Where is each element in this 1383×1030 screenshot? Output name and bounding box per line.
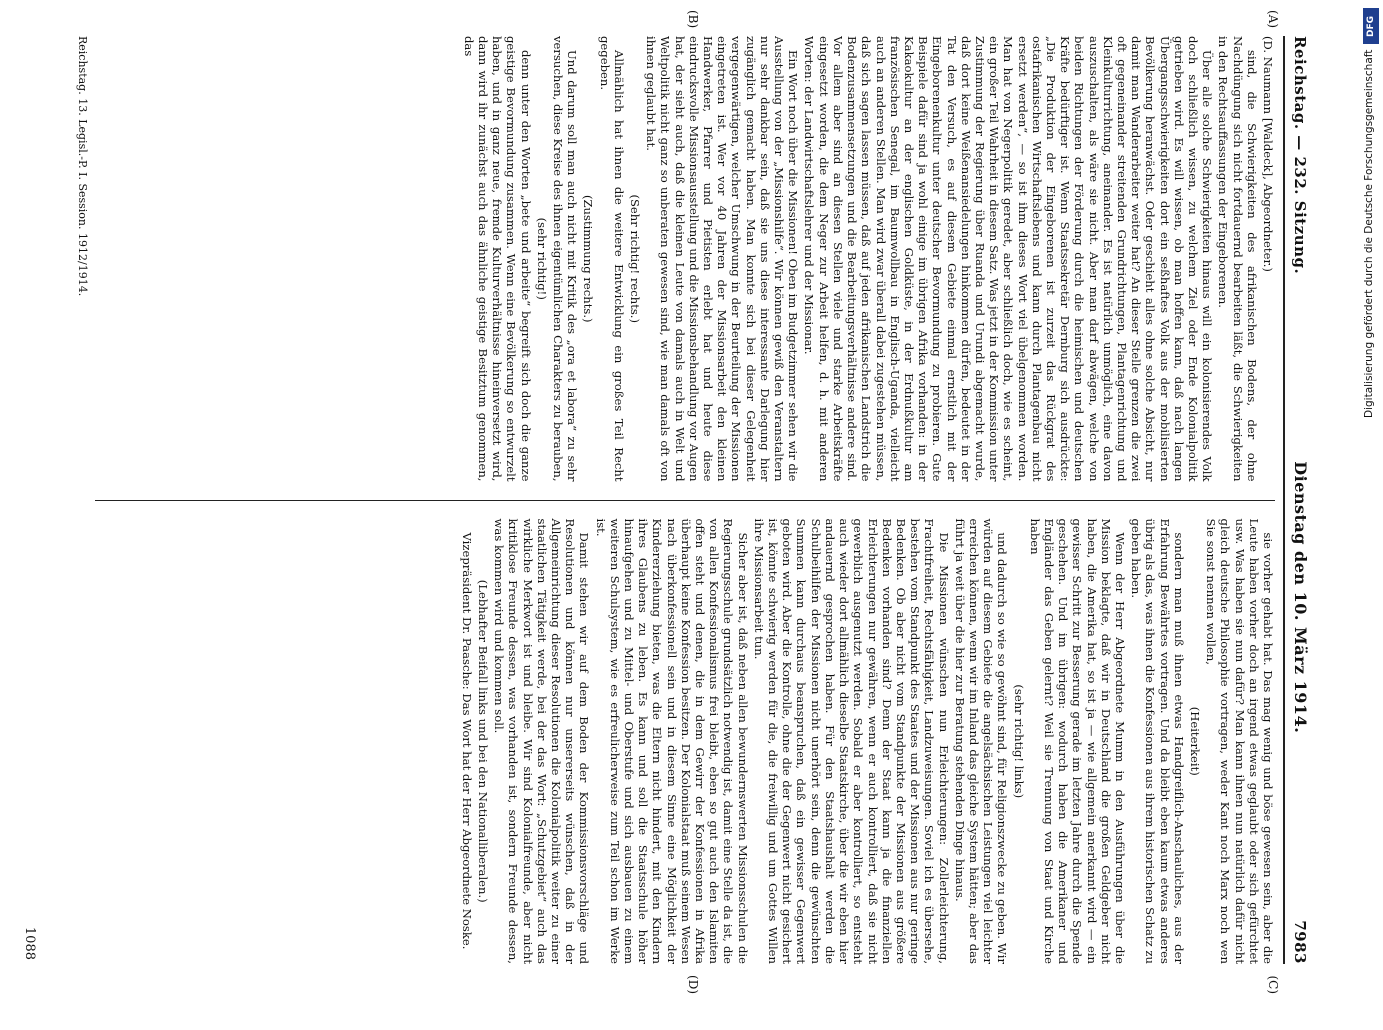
col1-paragraph: (sehr richtig!) — [534, 217, 549, 300]
col2-paragraph: (sehr richtig! links) — [1011, 684, 1026, 799]
column-left — [95, 36, 1275, 482]
col1-paragraph: sind, die Schwierigkeiten des afrikanischen Bodens, der ohne Nachdüngung sich nicht fortdauernd bearbeiten läßt, die Schwierigkeiten in den Rechtsauffassungen der Eingeborenen. — [1216, 36, 1259, 482]
col2-paragraph: (Heiterkeit) — [1187, 706, 1202, 776]
footer-page-number: 1088 — [22, 926, 37, 960]
col1-paragraph: Und darum soll man auch nicht mit Kritik des „ora et labora“ zu sehr versuchen, diese Kreise des ihnen eigentümlichen Charakters zu berauben, — [551, 36, 580, 482]
dfg-logo-text: DFG — [1366, 15, 1376, 37]
margin-marker-d: (D) — [686, 975, 700, 994]
col1-paragraph: Allmählich hat ihnen die weitere Entwicklung ein großes Teil Recht gegeben. — [597, 36, 626, 482]
rotated-document-page — [20, 0, 1340, 1000]
speaker-note: (D. Naumann [Waldeck], Abgeordneter.) — [1261, 36, 1275, 272]
col2-paragraph: sondern man muß ihnen etwas Handgreiflich-Anschauliches, aus der Erfahrung Bewährtes vortragen. Und da bleibt eben kaum etwas anderes übrig als das, was ihnen die Konfessionen aus ihrem historischen Schatz zu geben haben. — [1129, 518, 1186, 964]
col1-paragraph: denn unter den Worten „bete und arbeite“ begreift sich doch die ganze geistige Bevormundung zusammen. Wenn eine Bevölkerung so entwurzelt haben, und in ganz neue, fremde Kulturverhältnisse hineinversetzt wird, dann wird ihr zunächst auch das ähnliche geistige Besitztum genommen, das — [461, 36, 533, 482]
col2-paragraph: sie vorher gehabt hat. Das mag wenig und böse gewesen sein, aber die Leute haben vorher doch an irgend etwas geglaubt oder sich gefürchtet usw. Was haben sie nun dafür? Man kann ihnen nun natürlich dafür nicht gleich deutsche Philosophie vortragen, weder Kant noch Marx noch wen Sie sonst nennen wollen, — [1204, 518, 1275, 964]
header-date: Dienstag den 10. März 1914. — [1291, 461, 1310, 734]
header-page-number: 7983 — [1291, 920, 1309, 964]
footer-session-info: Reichstag. 13. Legisl.-P. I. Session. 1912/1914. — [76, 36, 89, 297]
col2-paragraph: Die Missionen wünschen nun Erleichterungen: Zollerleichterung, Frachtfreiheit, Rechtsfähigkeit, Landzuweisungen. Soviel ich es übersehe, bestehen vom Standpunkt des Staates und der Missionen aus nur geringe Bedenken. Ob aber nicht vom Standpunkte der Missionen aus größere Bedenken vorhanden sind? Denn der Staat kann ja die finanziellen Erleichterungen nur gewähren, wenn er auch kontrolliert, daß sie nicht gewerblich ausgenutzt werden. Sobald er aber kontrolliert, so entsteht auch wieder dort allmählich dieselbe Staatskirche, über die wir eben hier andauernd gesprochen haben. Für den Staatshaushalt werden die Schulbeihilfen der Missionen nicht unerhört sein, denn die gewünschten Summen kann durchaus beanspruchen, daß ein gewisser Gegenwert geboten wird. Aber die Kontrolle, ohne die der Gegenwert nicht gesichert ist, könnte schwierig werden für die, die freiwillig und um Gottes Willen ihre Missionsarbeit tun. — [751, 518, 951, 964]
margin-marker-a: (A) — [1266, 10, 1280, 29]
col1-paragraph: Ein Wort noch über die Missionen! Oben im Budgetzimmer sehen wir die Ausstellung von der „Missionshilfe“. Wir können gewiß den Veranstaltern nur sehr dankbar sein, daß sie uns diese interessante Darlegung hier zugänglich gemacht haben. Man konnte sich bei dieser Gelegenheit vergegenwärtigen, welcher Umschwung in der Beurteilung der Missionen eingetreten ist. Wer vor 40 Jahren der Missionsarbeit den kleinen Handwerker, Pfarrer und Pietisten erlebt hat und heute diese eindrucksvolle Missionsausstellung und die Missionsbehandlung vor Augen hat, der sieht auch, daß die kleinen Leute von damals auch in Welt und Weltpolitik nicht ganz so unberaten gewesen sind, wie man damals oft von ihnen geglaubt hat. — [644, 36, 801, 482]
col2-paragraph: Damit stehen wir auf dem Boden der Kommissionsvorschläge und Resolutionen und können nur unsererseits wünschen, daß in der Allgemeinrichtung dieser Resolutionen die Kolonialpolitik weiter zu einer staatlichen Tätigkeit werde, bei der das Wort: „Schutzgebiet“ auch das wirkliche Merkwort ist und bleibe. Wir sind Kolonialfreunde, aber nicht kritiklose Freunde dessen, was vorhanden ist, sondern Freunde dessen, was kommen wird und kommen soll. — [492, 518, 592, 964]
margin-marker-b: (B) — [686, 10, 700, 29]
col2-paragraph: Vizepräsident Dr. Paasche: Das Wort hat der Herr Abgeordnete Noske. — [459, 532, 474, 950]
col2-paragraph: Wenn der Herr Abgeordnete Mumm in den Ausführungen über die Mission beklagte, daß wir in Deutschland die großen Geldgeber nicht haben, die Amerika hat, so ist ja — wie allgemein anerkannt wird — ein gewisser Schritt zur Besserung gerade im letzten Jahre durch die Spende geschehen. Und im übrigen: wodurch haben die Amerikaner und Engländer das Geben gelernt? Weil sie Trennung von Staat und Kirche haben — [1027, 518, 1127, 964]
col1-paragraph: Über alle solche Schwierigkeiten hinaus will ein kolonisierendes Volk doch schließlich wissen, zu welchem Ziel oder Ende Kolonialpolitik getrieben wird. Es will wissen, ob man hoffen kann, daß nach langen Übergangsschwierigkeiten dort ein seßhaftes Volk aus der mobilisierten Bevölkerung heranwächst. Oder geschieht alles ohne solche Absicht, nur damit man Wanderarbeiter weiter hat? An dieser Stelle grenzen die zwei oft gegeneinander streitenden Grundrichtungen, Plantagenrichtung und Kleinkulturrichtung, aneinander. Es ist natürlich unmöglich, eine davon auszuschalten, als wäre sie nicht. Aber man darf abwägen, welche von beiden Richtungen der Förderung durch die heimischen und deutschen Kräfte bedürftiger ist. Wenn Staatssekretär Dernburg sich ausdrückte: „Die Produktion der Eingeborenen ist zurzeit das Rückgrat des ostafrikanischen Wirtschaftslebens und kann durch Plantagenbau nicht ersetzt werden“, — so ist ihm dieses Wort viel übelgenommen worden. Man hat von Negerpolitik geredet, aber schließlich doch, wie es scheint, ein großer Teil Wahrheit in diesem Satz. Was jetzt in der Kommission unter Zustimmung der Regierung über Ruanda und Urundi abgemacht wurde, daß dort keine Weißenansiedelungen hinkommen dürfen, bedeutet in der Tat den Versuch, es auf diesem Gebiete einmal ernstlich mit der Eingeborenenkultur unter deutscher Bevormundung zu probieren. Gute Beispiele dafür sind ja wohl einige im übrigen Afrika vorhanden: in der Kakaokultur an der englischen Goldküste, in der Erdnußkultur am französischen Senegal, im Baumwollbau in Englisch-Uganda, vielleicht auch an anderen Stellen. Man wird zwar überall dabei zugestehen müssen, daß sich sagen lassen müssen, daß auf jeden afrikanischen Landstrich die Bodenzusammensetzungen und die Bearbeitungsverhältnisse andere sind. Vor allem aber sind an diesen Stellen viele und starke Arbeitskräfte eingesetzt worden, die dem Neger zur Arbeit helfen, d. h. mit anderen Worten: der Landwirtschaftslehrer und der Missionar. — [802, 36, 1215, 482]
column-right — [95, 500, 1275, 965]
page-header — [1283, 36, 1310, 964]
text-columns — [95, 36, 1275, 964]
col2-paragraph: (Lebhafter Beifall links und bei den Nationalliberalen.) — [476, 579, 491, 903]
dfg-logo — [1363, 8, 1379, 44]
col1-paragraph: (Zustimmung rechts.) — [581, 194, 596, 323]
header-left: Reichstag. — 232. Sitzung. — [1291, 36, 1309, 275]
col2-paragraph: Sicher aber ist, daß neben allen bewundernswerten Missionsschulen die Regierungsschule grundsätzlich notwendig ist, damit eine Stelle da ist, die von allen Konfessionalismus frei bleibt, eben so gut auch den Islamiten offen steht und denen, die in dem Gewirr der Konfessionen in Afrika überhaupt keine Konfession besitzen. Der Kolonialstaat muß seinem Wesen nach überkonfessionell sein und in diesem Sinne eine Möglichkeit der Kindererziehung bieten, was die Eltern nicht hindert, mit den Kindern ihres Glaubens zu leben. Es kann und soll die Staatsschule höher hinaufgehen und zu Mittel- und Oberstufe und sich ausbauen zu einem weiteren Schulsystem, wie es erfreulicherweise zum Teil schon im Werke ist. — [593, 518, 750, 964]
margin-marker-c: (C) — [1266, 975, 1280, 994]
col1-paragraph: (Sehr richtig! rechts.) — [628, 194, 643, 324]
digitization-caption: Digitalisierung gefördert durch die Deutsche Forschungsgemeinschaft — [1363, 50, 1375, 419]
col2-paragraph: und dadurch so wie so gewöhnt sind, für Religionszwecke zu geben. Wir würden auf diesem Gebiete die angelsächsischen Leistungen viel leichter erreichen können, wenn wir im Inland das gleiche System hätten; aber das führt ja weit über die hier zur Beratung stehenden Dinge hinaus. — [952, 518, 1010, 964]
